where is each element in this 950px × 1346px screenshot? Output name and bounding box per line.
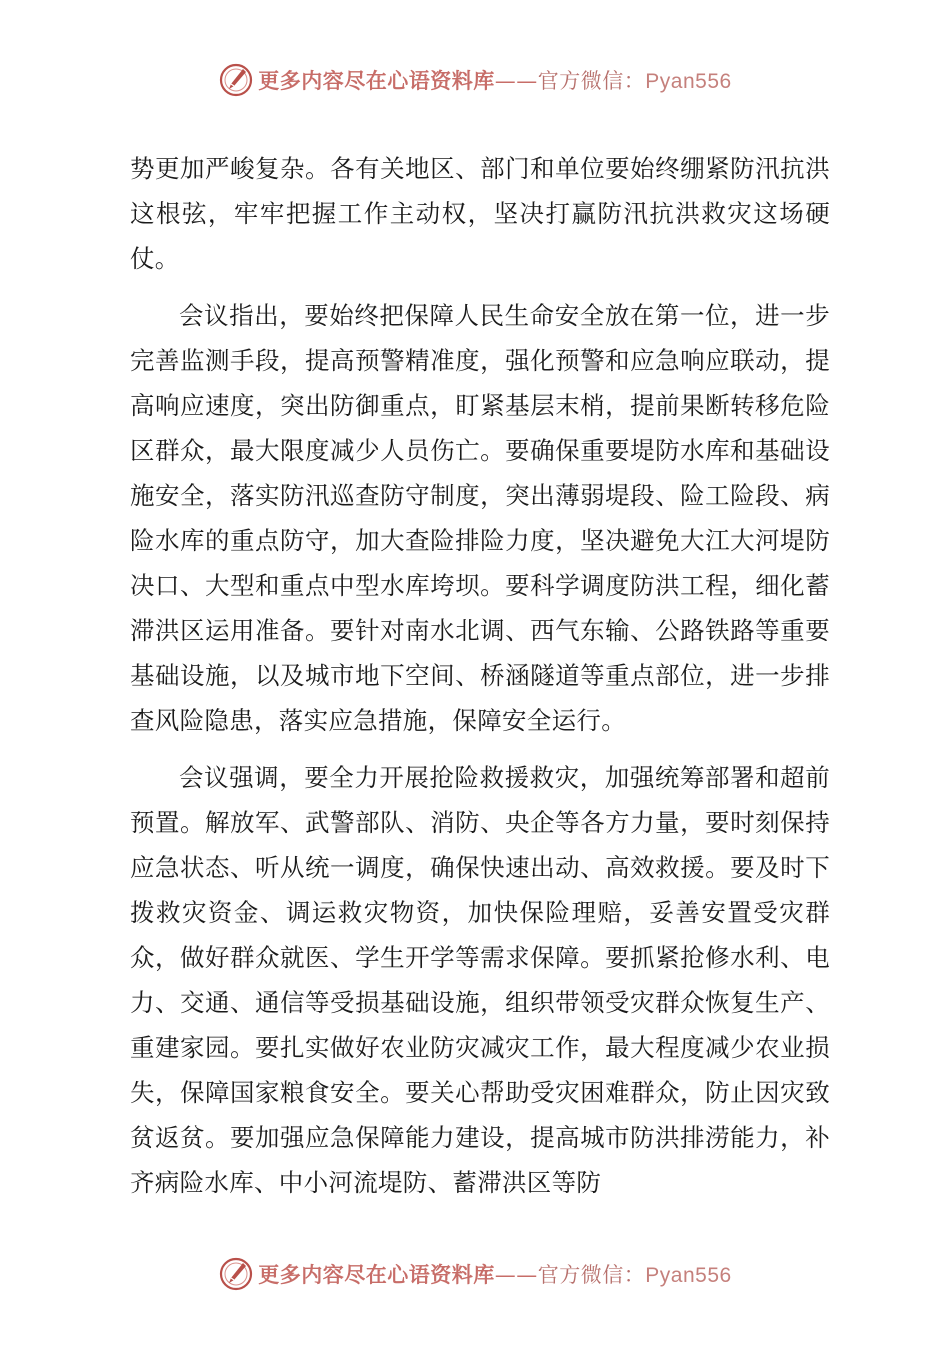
footer-banner <box>0 1254 950 1294</box>
header-separator: —— <box>494 69 538 93</box>
quill-logo-icon <box>218 62 254 98</box>
footer-banner-text <box>258 1259 731 1289</box>
header-wechat-account: Pyan556 <box>645 70 732 93</box>
footer-wechat-account: Pyan556 <box>645 1264 732 1287</box>
paragraph-meeting-emphasizes: 会议强调，要全力开展抢险救援救灾，加强统筹部署和超前预置。解放军、武警部队、消防、央企等各方力量，要时刻保持应急状态、听从统一调度，确保快速出动、高效救援。要及时下拨救灾资金、调运救灾物资，加快保险理赔，妥善安置受灾群众，做好群众就医、学生开学等需求保障。要抓紧抢修水利、电力、交通、通信等受损基础设施，组织带领受灾群众恢复生产、重建家园。要扎实做好农业防灾减灾工作，最大程度减少农业损失，保障国家粮食安全。要关心帮助受灾困难群众，防止因灾致贫返贫。要加强应急保障能力建设，提高城市防洪排涝能力，补齐病险水库、中小河流堤防、蓄滞洪区等防 <box>130 763 830 1197</box>
footer-wechat-label: 官方微信： <box>537 1263 646 1287</box>
footer-brand: 更多内容尽在心语资料库 <box>258 1262 495 1287</box>
header-banner <box>0 60 950 100</box>
header-wechat-label: 官方微信： <box>537 69 646 93</box>
footer-separator: —— <box>494 1263 538 1287</box>
paragraph-meeting-points-out: 会议指出，要始终把保障人民生命安全放在第一位，进一步完善监测手段，提高预警精准度，强化预警和应急响应联动，提高响应速度，突出防御重点，盯紧基层末梢，提前果断转移危险区群众，最大限度减少人员伤亡。要确保重要堤防水库和基础设施安全，落实防汛巡查防守制度，突出薄弱堤段、险工险段、病险水库的重点防守，加大查险排险力度，坚决避免大江大河堤防决口、大型和重点中型水库垮坝。要科学调度防洪工程，细化蓄滞洪区运用准备。要针对南水北调、西气东输、公路铁路等重要基础设施，以及城市地下空间、桥涵隧道等重点部位，进一步排查风险隐患，落实应急措施，保障安全运行。 <box>130 301 830 735</box>
document-body <box>130 146 830 1217</box>
header-banner-text <box>258 65 731 95</box>
header-brand: 更多内容尽在心语资料库 <box>258 68 495 93</box>
paragraph-continuation: 势更加严峻复杂。各有关地区、部门和单位要始终绷紧防汛抗洪这根弦，牢牢把握工作主动权，坚决打赢防汛抗洪救灾这场硬仗。 <box>130 154 830 273</box>
quill-logo-icon <box>218 1256 254 1292</box>
